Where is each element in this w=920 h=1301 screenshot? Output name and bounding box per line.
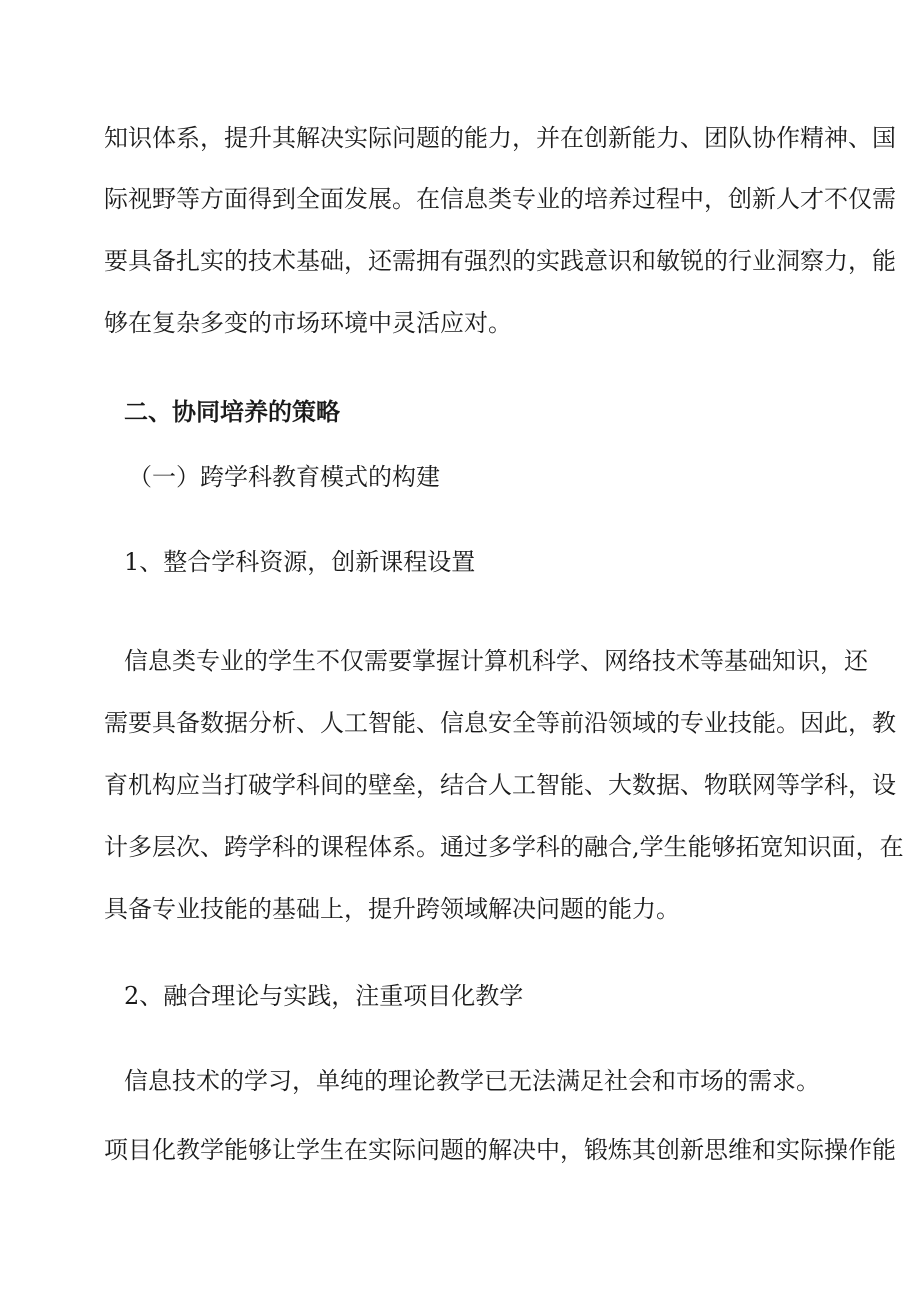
paragraph-1-line-2: 际视野等方面得到全面发展。在信息类专业的培养过程中，创新人才不仅需 [104,185,896,213]
item-2-heading: 2、融合理论与实践，注重项目化教学 [124,982,524,1010]
subsection-heading: （一）跨学科教育模式的构建 [128,463,440,491]
paragraph-2-line-2: 需要具备数据分析、人工智能、信息安全等前沿领域的专业技能。因此，教 [104,709,896,737]
paragraph-2-line-1: 信息类专业的学生不仅需要掌握计算机科学、网络技术等基础知识，还 [124,647,868,675]
paragraph-4-line-1: 项目化教学能够让学生在实际问题的解决中，锻炼其创新思维和实际操作能 [104,1136,896,1164]
paragraph-2-line-3: 育机构应当打破学科间的壁垒，结合人工智能、大数据、物联网等学科，设 [104,771,896,799]
section-heading: 二、协同培养的策略 [124,397,340,426]
paragraph-1-line-4: 够在复杂多变的市场环境中灵活应对。 [104,309,512,337]
paragraph-1-line-1: 知识体系，提升其解决实际问题的能力，并在创新能力、团队协作精神、国 [104,124,896,152]
paragraph-1-line-3: 要具备扎实的技术基础，还需拥有强烈的实践意识和敏锐的行业洞察力，能 [104,247,896,275]
paragraph-3-line-1: 信息技术的学习，单纯的理论教学已无法满足社会和市场的需求。 [124,1067,820,1095]
paragraph-2-line-5: 具备专业技能的基础上，提升跨领域解决问题的能力。 [104,895,680,923]
item-1-heading: 1、整合学科资源，创新课程设置 [124,548,476,576]
paragraph-2-line-4: 计多层次、跨学科的课程体系。通过多学科的融合,学生能够拓宽知识面，在 [104,833,904,861]
